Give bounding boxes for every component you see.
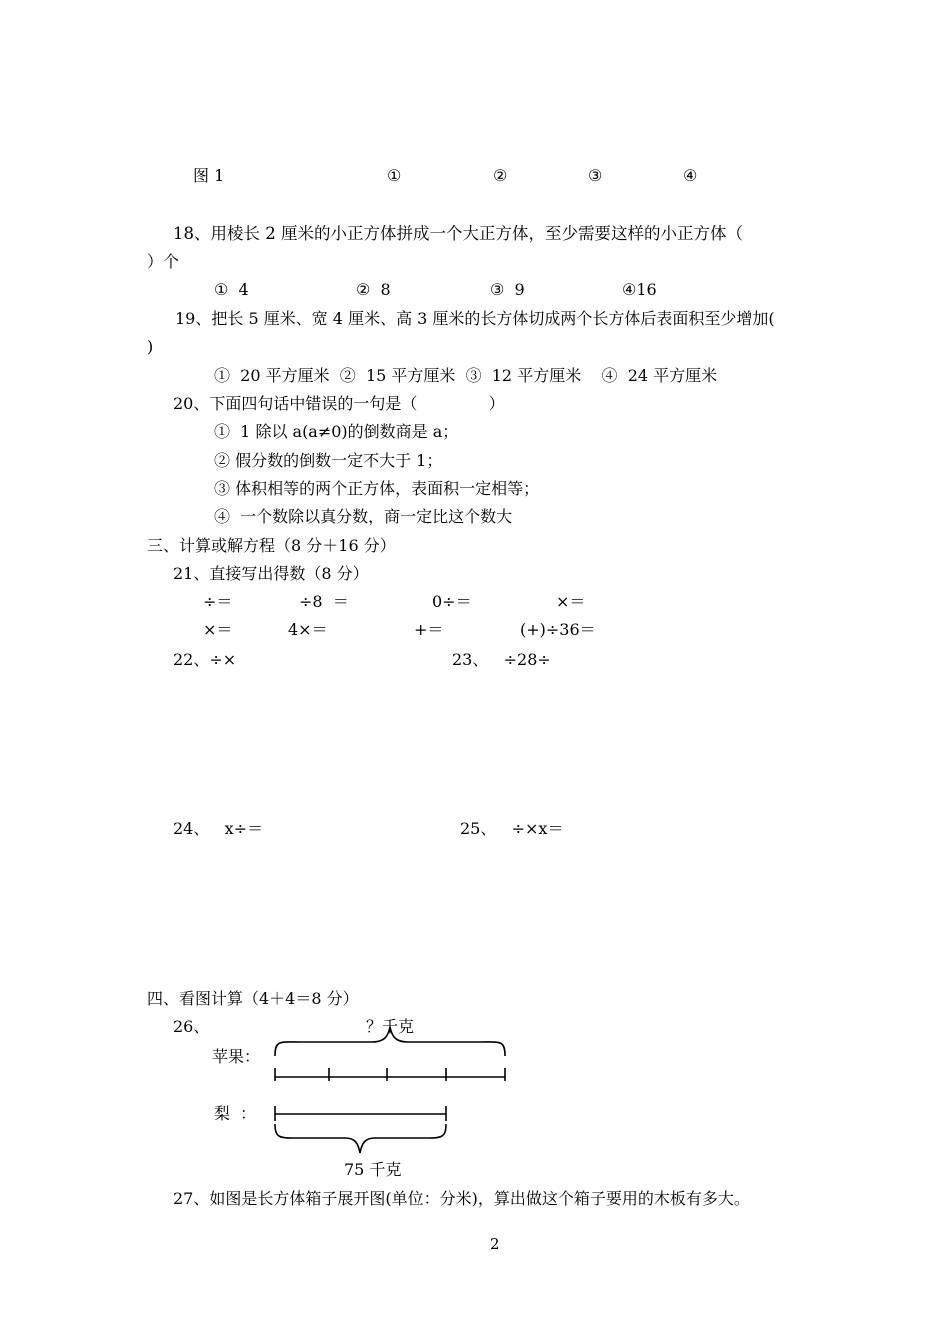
pear-weight-label: 75 千克 — [344, 1160, 402, 1179]
question-20-option-3: ③ 体积相等的两个正方体，表面积一定相等； — [214, 479, 540, 498]
question-20-stem: 20、下面四句话中错误的一句是（ ） — [173, 394, 505, 413]
figure-option-1: ① — [387, 166, 402, 185]
question-24-text: 24、 x÷＝ — [173, 819, 264, 838]
question-25-text: 25、 ÷×x＝ — [460, 819, 564, 838]
question-19-options: ① 20 平方厘米 ② 15 平方厘米 ③ 12 平方厘米 ④ 24 平方厘米 — [214, 366, 718, 385]
question-26-text: 26、 — [173, 1017, 210, 1036]
pear-label: 梨 ： — [214, 1104, 257, 1123]
page-number: 2 — [490, 1235, 500, 1253]
question-18-option-2: ② 8 — [356, 280, 391, 299]
question-19-text: 19、把长 5 厘米、宽 4 厘米、高 3 厘米的长方体切成两个长方体后表面积至少增加( — [175, 309, 775, 328]
figure-option-4: ④ — [683, 166, 698, 185]
question-18-option-1: ① 4 — [214, 280, 249, 299]
question-20-option-1: ① 1 除以 a(a≠0)的倒数商是 a； — [214, 422, 459, 441]
top-brace — [275, 1027, 505, 1056]
calc-item: ÷＝ — [203, 592, 233, 611]
question-20-option-2: ② 假分数的倒数一定不大于 1； — [214, 451, 443, 470]
section-3-heading: 三、计算或解方程（8 分＋16 分） — [147, 536, 396, 555]
calc-item: 0÷＝ — [432, 592, 472, 611]
question-22-text: 22、÷× — [173, 650, 237, 669]
section-4-heading: 四、看图计算（4＋4＝8 分） — [147, 989, 359, 1008]
question-19-text-cont: ) — [147, 337, 154, 356]
calc-item: 4×＝ — [288, 620, 328, 639]
figure-option-3: ③ — [588, 166, 603, 185]
calc-item: +＝ — [414, 620, 444, 639]
question-18-text-cont: ）个 — [147, 252, 180, 271]
bottom-brace — [275, 1124, 446, 1153]
figure-option-2: ② — [493, 166, 508, 185]
question-20-option-4: ④ 一个数除以真分数，商一定比这个数大 — [214, 507, 513, 526]
question-18-option-3: ③ 9 — [490, 280, 525, 299]
apple-label: 苹果： — [212, 1047, 261, 1066]
calc-item: ×＝ — [556, 592, 586, 611]
total-weight-label: ？千克 — [366, 1017, 415, 1036]
calc-item: ÷8 ＝ — [299, 592, 349, 611]
question-18-option-4: ④16 — [622, 280, 657, 299]
question-18-text: 18、用棱长 2 厘米的小正方体拼成一个大正方体，至少需要这样的小正方体（ — [173, 224, 743, 243]
calc-item: (+)÷36＝ — [520, 620, 596, 639]
figure-1-label: 图 1 — [193, 166, 225, 185]
question-27-text: 27、如图是长方体箱子展开图(单位：分米)，算出做这个箱子要用的木板有多大。 — [173, 1189, 750, 1208]
question-21-text: 21、直接写出得数（8 分） — [173, 564, 369, 583]
calc-item: ×＝ — [203, 620, 233, 639]
question-23-text: 23、 ÷28÷ — [452, 650, 551, 669]
